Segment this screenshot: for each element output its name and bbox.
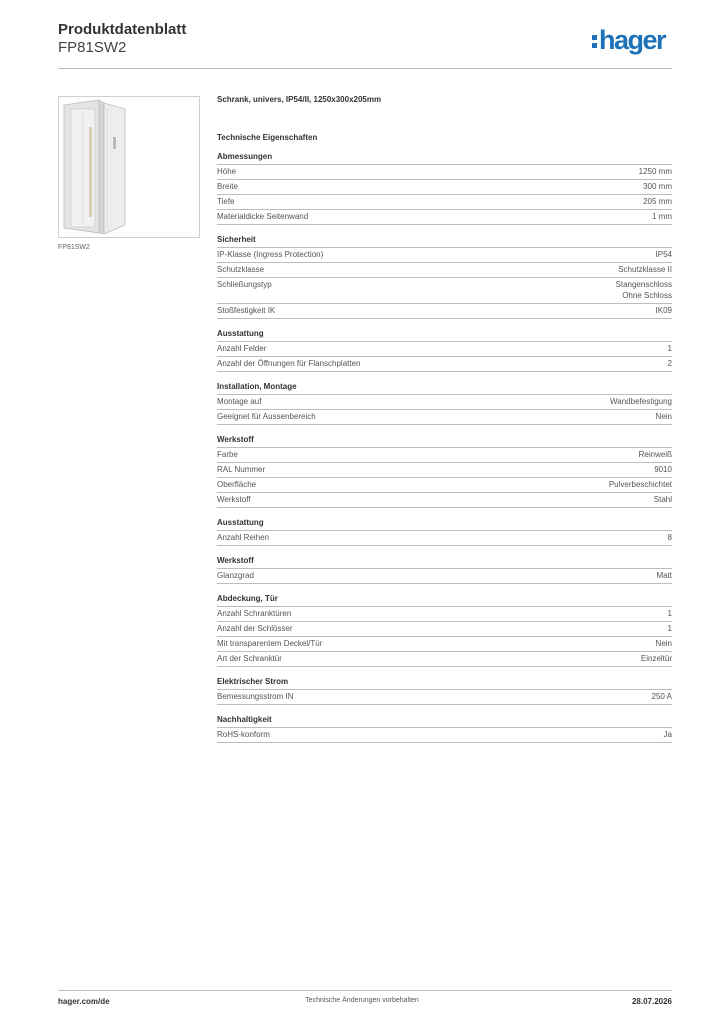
spec-row xyxy=(217,622,672,637)
specifications xyxy=(217,95,672,752)
spec-label: Anzahl Felder xyxy=(217,344,267,353)
spec-value xyxy=(656,570,672,581)
spec-value-line: 1250 mm xyxy=(638,167,672,176)
spec-value-line: Nein xyxy=(655,639,672,648)
spec-value-line: Stahl xyxy=(653,495,672,504)
spec-row xyxy=(217,278,672,304)
spec-value xyxy=(656,411,672,422)
spec-label: Stoßfestigkeit IK xyxy=(217,306,276,315)
spec-value xyxy=(618,264,672,275)
spec-row xyxy=(217,478,672,493)
spec-section xyxy=(217,328,672,372)
section-heading: Installation, Montage xyxy=(217,381,672,395)
spec-value xyxy=(668,623,672,634)
spec-value-line: Wandbefestigung xyxy=(610,397,672,406)
cabinet-illustration xyxy=(59,97,199,237)
header-divider xyxy=(58,68,672,69)
section-heading: Werkstoff xyxy=(217,555,672,569)
spec-row xyxy=(217,652,672,667)
hager-logo xyxy=(592,27,665,54)
spec-label: Höhe xyxy=(217,167,237,176)
spec-row xyxy=(217,463,672,478)
spec-label: Anzahl der Schlösser xyxy=(217,624,293,633)
spec-section xyxy=(217,555,672,584)
section-heading: Ausstattung xyxy=(217,517,672,531)
spec-value xyxy=(616,279,672,301)
spec-section xyxy=(217,714,672,743)
spec-value xyxy=(643,196,672,207)
spec-row xyxy=(217,248,672,263)
spec-value-line: 1 xyxy=(667,609,672,618)
spec-label: Farbe xyxy=(217,450,238,459)
spec-value-line: 250 A xyxy=(651,692,672,701)
section-heading: Werkstoff xyxy=(217,434,672,448)
spec-value xyxy=(641,653,672,664)
logo-colon-icon xyxy=(592,32,597,48)
document-title: Produktdatenblatt xyxy=(58,21,187,38)
spec-row xyxy=(217,357,672,372)
spec-row xyxy=(217,165,672,180)
spec-value xyxy=(664,729,672,740)
section-heading: Sicherheit xyxy=(217,234,672,248)
spec-value-line: Stangenschloss xyxy=(615,280,672,289)
spec-value-line: Schutzklasse II xyxy=(618,265,672,274)
spec-value xyxy=(668,532,672,543)
spec-value xyxy=(654,494,672,505)
spec-value xyxy=(643,181,672,192)
section-heading: Ausstattung xyxy=(217,328,672,342)
spec-row xyxy=(217,342,672,357)
product-image xyxy=(58,96,200,238)
product-title: Schrank, univers, IP54/II, 1250x300x205mm xyxy=(217,95,382,104)
spec-value xyxy=(668,608,672,619)
spec-value-line: 205 mm xyxy=(643,197,672,206)
spec-value-line: 1 xyxy=(667,624,672,633)
spec-label: RoHS-konform xyxy=(217,730,270,739)
spec-value xyxy=(609,479,672,490)
spec-row xyxy=(217,180,672,195)
spec-value xyxy=(668,343,672,354)
spec-row xyxy=(217,410,672,425)
spec-section xyxy=(217,593,672,667)
spec-row xyxy=(217,607,672,622)
spec-row xyxy=(217,531,672,546)
spec-value xyxy=(652,691,672,702)
spec-value-line: Nein xyxy=(655,412,672,421)
spec-value xyxy=(656,638,672,649)
spec-label: Mit transparentem Deckel/Tür xyxy=(217,639,323,648)
spec-row xyxy=(217,195,672,210)
spec-section xyxy=(217,234,672,319)
footer-website: hager.com/de xyxy=(58,997,110,1006)
section-heading: Abdeckung, Tür xyxy=(217,593,672,607)
spec-row xyxy=(217,637,672,652)
spec-label: Tiefe xyxy=(217,197,235,206)
tech-properties-heading: Technische Eigenschaften xyxy=(217,133,318,142)
spec-label: Werkstoff xyxy=(217,495,251,504)
spec-label: Anzahl der Öffnungen für Flanschplatten xyxy=(217,359,361,368)
spec-label: Montage auf xyxy=(217,397,262,406)
spec-label: Materialdicke Seitenwand xyxy=(217,212,309,221)
section-heading: Nachhaltigkeit xyxy=(217,714,672,728)
spec-value-line: 2 xyxy=(667,359,672,368)
spec-value xyxy=(610,396,672,407)
spec-value xyxy=(656,305,672,316)
spec-label: Schließungstyp xyxy=(217,280,272,289)
section-heading: Elektrischer Strom xyxy=(217,676,672,690)
spec-sections xyxy=(217,151,672,743)
section-heading: Abmessungen xyxy=(217,151,672,165)
spec-row xyxy=(217,263,672,278)
spec-value-line: Matt xyxy=(656,571,672,580)
spec-value-line: IK09 xyxy=(655,306,672,315)
spec-value xyxy=(656,249,672,260)
footer-divider xyxy=(58,990,672,991)
spec-section xyxy=(217,434,672,508)
spec-row xyxy=(217,304,672,319)
spec-value-line: Ja xyxy=(663,730,672,739)
spec-label: Schutzklasse xyxy=(217,265,265,274)
spec-row xyxy=(217,210,672,225)
spec-value-line: Ohne Schloss xyxy=(622,291,672,300)
spec-label: Anzahl Schranktüren xyxy=(217,609,292,618)
spec-label: Geeignet für Aussenbereich xyxy=(217,412,316,421)
spec-value-line: IP54 xyxy=(655,250,672,259)
spec-label: Anzahl Reihen xyxy=(217,533,270,542)
spec-value xyxy=(652,211,672,222)
spec-row xyxy=(217,448,672,463)
spec-section xyxy=(217,151,672,225)
spec-section xyxy=(217,517,672,546)
spec-value-line: 9010 xyxy=(654,465,672,474)
spec-value xyxy=(668,358,672,369)
image-caption: FP81SW2 xyxy=(58,244,90,251)
spec-row xyxy=(217,569,672,584)
spec-value-line: Einzeltür xyxy=(640,654,672,663)
spec-row xyxy=(217,728,672,743)
spec-label: Oberfläche xyxy=(217,480,257,489)
spec-value-line: Reinweiß xyxy=(638,450,672,459)
footer-date: 28.07.2026 xyxy=(631,997,672,1006)
spec-value xyxy=(639,166,672,177)
spec-label: Bemessungsstrom IN xyxy=(217,692,294,701)
footer-disclaimer: Technische Änderungen vorbehalten xyxy=(305,997,419,1004)
spec-section xyxy=(217,676,672,705)
spec-label: Breite xyxy=(217,182,238,191)
spec-label: Glanzgrad xyxy=(217,571,254,580)
spec-value-line: 300 mm xyxy=(643,182,672,191)
spec-row xyxy=(217,493,672,508)
spec-value-line: 1 mm xyxy=(652,212,672,221)
product-code: FP81SW2 xyxy=(58,39,127,56)
spec-row xyxy=(217,395,672,410)
spec-section xyxy=(217,381,672,425)
spec-value-line: 1 xyxy=(667,344,672,353)
spec-row xyxy=(217,690,672,705)
spec-value-line: 8 xyxy=(667,533,672,542)
spec-value xyxy=(654,464,672,475)
spec-label: Art der Schranktür xyxy=(217,654,282,663)
spec-value xyxy=(639,449,672,460)
spec-value-line: Pulverbeschichtet xyxy=(608,480,672,489)
logo-text: hager xyxy=(599,25,666,55)
spec-label: RAL Nummer xyxy=(217,465,266,474)
spec-label: IP-Klasse (Ingress Protection) xyxy=(217,250,324,259)
